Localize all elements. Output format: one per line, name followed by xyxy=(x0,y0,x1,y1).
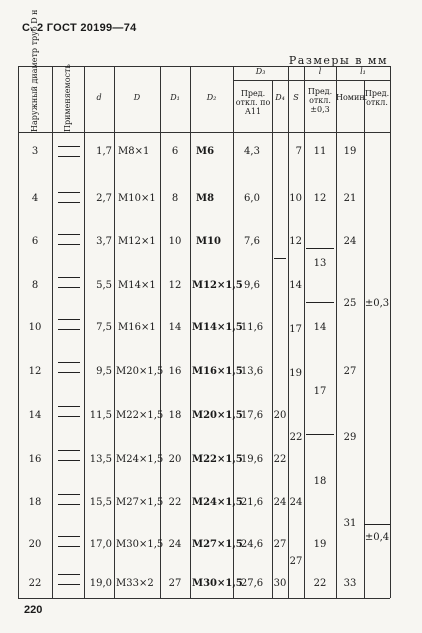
cell-l1: 19 xyxy=(343,146,357,157)
cell-l1: 31 xyxy=(343,518,357,529)
dash-mark xyxy=(58,460,80,461)
table-bottom-border xyxy=(18,598,390,599)
cell-D3: 11,6 xyxy=(240,322,264,333)
page-header: С. 2 ГОСТ 20199—74 xyxy=(22,22,137,34)
col-line xyxy=(272,80,273,598)
header-l1-nom: Номин. xyxy=(336,93,368,102)
cell-l1-tol: ±0,4 xyxy=(364,532,390,543)
cell-l1: 24 xyxy=(343,236,357,247)
header-l1: l₁ xyxy=(360,67,366,76)
dash-mark xyxy=(58,319,80,320)
col-line xyxy=(190,66,191,598)
header-d: d xyxy=(96,93,102,102)
cell-D2: M20×1,5 xyxy=(192,410,243,421)
cell-d: 15,5 xyxy=(89,497,112,508)
cell-S: 17 xyxy=(289,324,302,335)
header-D1: D₁ xyxy=(170,93,180,102)
cell-D: M30×1,5 xyxy=(116,539,164,550)
cell-l1-tol: ±0,3 xyxy=(364,298,390,309)
cell-D1: 14 xyxy=(168,322,182,333)
dash-mark xyxy=(58,546,80,547)
dash-mark xyxy=(58,287,80,288)
dash-mark xyxy=(58,202,80,203)
page-number: 220 xyxy=(24,604,43,616)
header-l: l xyxy=(318,67,322,76)
cell-l: 13 xyxy=(313,258,327,269)
dash-mark xyxy=(364,524,390,525)
cell-D2: M24×1,5 xyxy=(192,497,243,508)
cell-D3: 21,6 xyxy=(240,497,264,508)
cell-D: M24×1,5 xyxy=(116,454,164,465)
dash-mark xyxy=(58,329,80,330)
cell-D3: 7,6 xyxy=(244,236,260,247)
cell-d: 2,7 xyxy=(96,193,112,204)
cell-dn: 8 xyxy=(31,280,39,291)
dash-mark xyxy=(58,362,80,363)
cell-D2: M27×1,5 xyxy=(192,539,243,550)
cell-D3: 17,6 xyxy=(240,410,264,421)
col-line xyxy=(390,66,391,598)
cell-D: M10×1 xyxy=(118,193,156,204)
dash-mark xyxy=(58,192,80,193)
cell-D1: 8 xyxy=(171,193,179,204)
cell-D4: 30 xyxy=(273,578,287,589)
dash-mark xyxy=(58,156,80,157)
cell-D3: 13,6 xyxy=(240,366,264,377)
cell-l: 14 xyxy=(313,322,327,333)
dash-mark xyxy=(58,574,80,575)
dash-mark xyxy=(58,504,80,505)
cell-D2: M6 xyxy=(196,146,215,157)
cell-l: 18 xyxy=(313,476,327,487)
cell-l: 12 xyxy=(313,193,327,204)
cell-l1: 25 xyxy=(343,298,357,309)
cell-l1: 29 xyxy=(343,432,357,443)
cell-D1: 16 xyxy=(168,366,182,377)
cell-dn: 14 xyxy=(28,410,42,421)
cell-dn: 18 xyxy=(28,497,42,508)
cell-D2: M10 xyxy=(196,236,221,247)
col-line xyxy=(52,66,53,598)
units-label: Размеры в мм xyxy=(288,54,388,67)
dash-mark xyxy=(274,258,286,259)
cell-dn: 10 xyxy=(28,322,42,333)
cell-l1: 33 xyxy=(343,578,357,589)
cell-S: 14 xyxy=(289,280,302,291)
cell-D3: 6,0 xyxy=(244,193,260,204)
cell-D4: 20 xyxy=(273,410,287,421)
cell-D2: M30×1,5 xyxy=(192,578,243,589)
cell-l: 22 xyxy=(313,578,327,589)
cell-d: 11,5 xyxy=(89,410,112,421)
cell-S: 22 xyxy=(289,432,303,443)
header-D4: D₄ xyxy=(275,93,285,102)
cell-D1: 10 xyxy=(168,236,182,247)
cell-D1: 24 xyxy=(168,539,182,550)
header-primenyaemost: Применяемость xyxy=(63,64,72,132)
cell-D1: 18 xyxy=(168,410,182,421)
cell-dn: 16 xyxy=(28,454,42,465)
cell-S: 27 xyxy=(289,556,303,567)
header-l-tol: Пред. откл. ±0,3 xyxy=(307,87,333,114)
header-subline xyxy=(233,80,390,81)
cell-D4: 24 xyxy=(273,497,287,508)
cell-D2: M22×1,5 xyxy=(192,454,243,465)
cell-d: 1,7 xyxy=(96,146,112,157)
cell-d: 7,5 xyxy=(96,322,112,333)
cell-D: M33×2 xyxy=(116,578,154,589)
cell-D3: 9,6 xyxy=(244,280,260,291)
dash-mark xyxy=(58,234,80,235)
cell-l: 17 xyxy=(313,386,327,397)
cell-D2: M12×1,5 xyxy=(192,280,243,291)
cell-D2: M16×1,5 xyxy=(192,366,243,377)
cell-d: 19,0 xyxy=(89,578,112,589)
dash-mark xyxy=(58,244,80,245)
cell-d: 13,5 xyxy=(89,454,112,465)
header-S: S xyxy=(293,93,299,102)
cell-D3: 4,3 xyxy=(244,146,260,157)
header-bottom-border xyxy=(18,132,390,133)
cell-l1: 21 xyxy=(343,193,357,204)
cell-D: M22×1,5 xyxy=(116,410,164,421)
cell-D: M27×1,5 xyxy=(116,497,164,508)
cell-l: 19 xyxy=(313,539,327,550)
dash-mark xyxy=(306,302,334,303)
cell-d: 3,7 xyxy=(96,236,112,247)
cell-D1: 6 xyxy=(171,146,179,157)
dash-mark xyxy=(58,450,80,451)
dash-mark xyxy=(58,584,80,585)
cell-dn: 22 xyxy=(28,578,42,589)
cell-D3: 24,6 xyxy=(240,539,264,550)
cell-d: 9,5 xyxy=(96,366,112,377)
dash-mark xyxy=(58,494,80,495)
table-top-border xyxy=(18,66,390,67)
cell-D2: M14×1,5 xyxy=(192,322,243,333)
dash-mark xyxy=(58,536,80,537)
header-l1-tol: Пред. откл. xyxy=(364,89,390,107)
cell-dn: 6 xyxy=(31,236,39,247)
cell-D: M14×1 xyxy=(118,280,156,291)
cell-D: M8×1 xyxy=(118,146,150,157)
cell-dn: 3 xyxy=(31,146,39,157)
cell-D2: M8 xyxy=(196,193,215,204)
dash-mark xyxy=(58,416,80,417)
cell-S: 12 xyxy=(289,236,302,247)
dash-mark xyxy=(58,406,80,407)
cell-D1: 12 xyxy=(168,280,182,291)
cell-dn: 4 xyxy=(31,193,39,204)
cell-D: M12×1 xyxy=(118,236,156,247)
col-line xyxy=(364,80,365,598)
cell-dn: 12 xyxy=(28,366,42,377)
dash-mark xyxy=(58,372,80,373)
cell-D4: 22 xyxy=(273,454,287,465)
cell-D1: 20 xyxy=(168,454,182,465)
cell-D3: 27,6 xyxy=(240,578,264,589)
cell-S: 19 xyxy=(289,368,302,379)
header-dn: Наружный диаметр труб D н xyxy=(30,9,39,132)
cell-S: 10 xyxy=(289,193,302,204)
cell-d: 5,5 xyxy=(96,280,112,291)
header-D3-tol: Пред. откл. по А11 xyxy=(235,89,271,116)
dash-mark xyxy=(58,277,80,278)
cell-D: M16×1 xyxy=(118,322,156,333)
cell-D4: 27 xyxy=(273,539,287,550)
dash-mark xyxy=(306,434,334,435)
cell-d: 17,0 xyxy=(89,539,112,550)
cell-D1: 22 xyxy=(168,497,182,508)
col-line xyxy=(114,66,115,598)
cell-D: M20×1,5 xyxy=(116,366,164,377)
header-D3: D₃ xyxy=(255,67,266,76)
cell-l: 11 xyxy=(313,146,327,157)
cell-S: 7 xyxy=(295,146,302,157)
cell-S: 24 xyxy=(289,497,303,508)
cell-D1: 27 xyxy=(168,578,182,589)
cell-l1: 27 xyxy=(343,366,357,377)
cell-D3: 19,6 xyxy=(240,454,264,465)
header-D: D xyxy=(133,93,141,102)
cell-dn: 20 xyxy=(28,539,42,550)
header-D2: D₂ xyxy=(206,93,217,102)
dash-mark xyxy=(58,146,80,147)
dash-mark xyxy=(306,248,334,249)
